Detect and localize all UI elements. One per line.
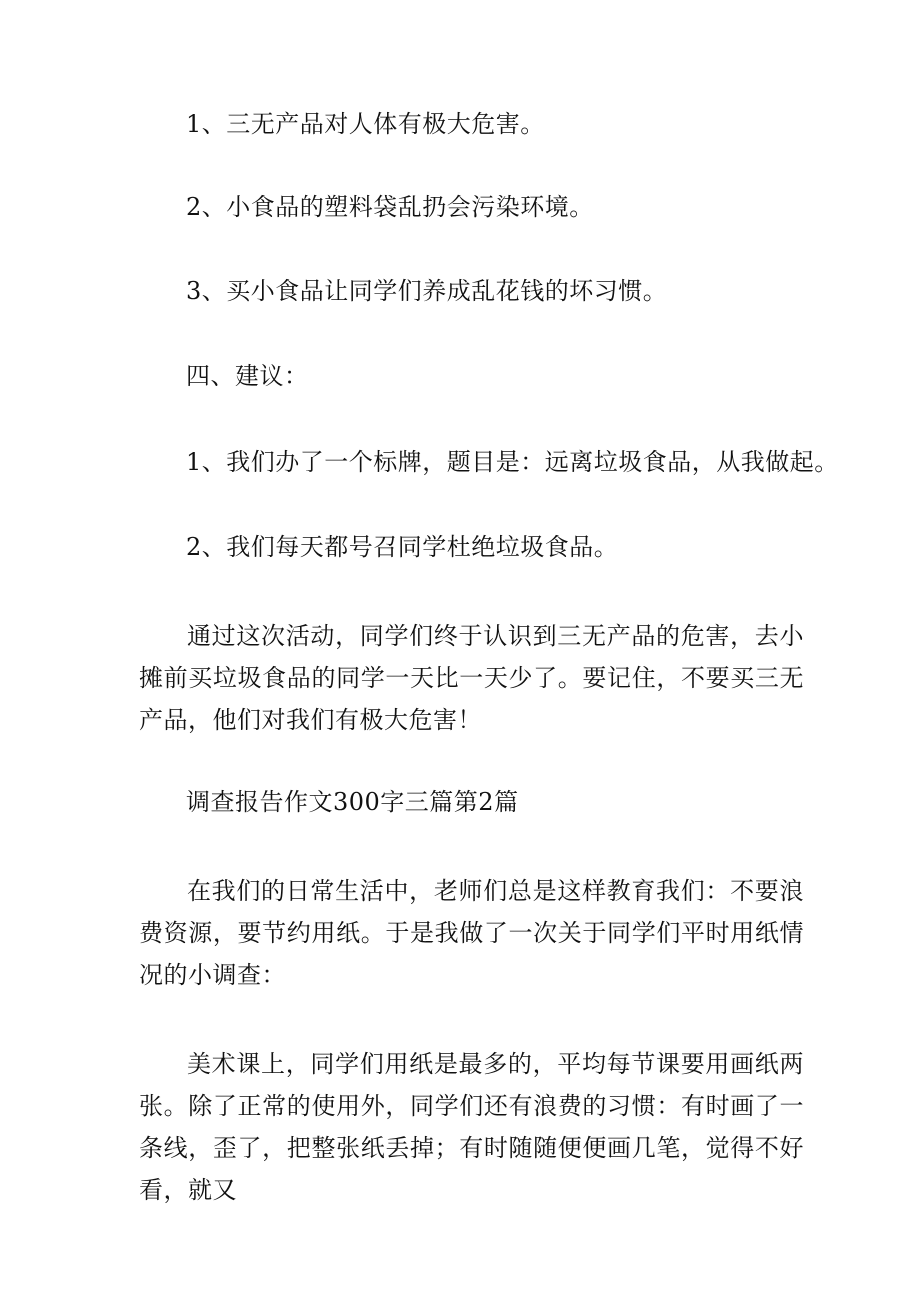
section-title: 调查报告作文300字三篇第2篇 [186,788,519,816]
intro-paragraph: 在我们的日常生活中，老师们总是这样教育我们：不要浪费资源，要节约用纸。于是我做了一次关于同学们平时用纸情况的小调查： [139,877,804,989]
section-heading-suggestions: 四、建议： [186,362,309,390]
finding-item-1: 1、三无产品对人体有极大危害。 [186,110,545,138]
suggestion-item-1: 1、我们办了一个标牌，题目是：远离垃圾食品，从我做起。 [186,448,839,476]
finding-item-2: 2、小食品的塑料袋乱扔会污染环境。 [186,193,594,221]
art-class-paragraph: 美术课上，同学们用纸是最多的，平均每节课要用画纸两张。除了正常的使用外，同学们还有浪费的习惯：有时画了一条线，歪了，把整张纸丢掉；有时随随便便画几笔，觉得不好看，就又 [139,1050,804,1204]
suggestion-item-2: 2、我们每天都号召同学杜绝垃圾食品。 [186,533,619,561]
conclusion-paragraph: 通过这次活动，同学们终于认识到三无产品的危害，去小摊前买垃圾食品的同学一天比一天少了。要记住，不要买三无产品，他们对我们有极大危害！ [139,622,804,734]
finding-item-3: 3、买小食品让同学们养成乱花钱的坏习惯。 [186,277,668,305]
